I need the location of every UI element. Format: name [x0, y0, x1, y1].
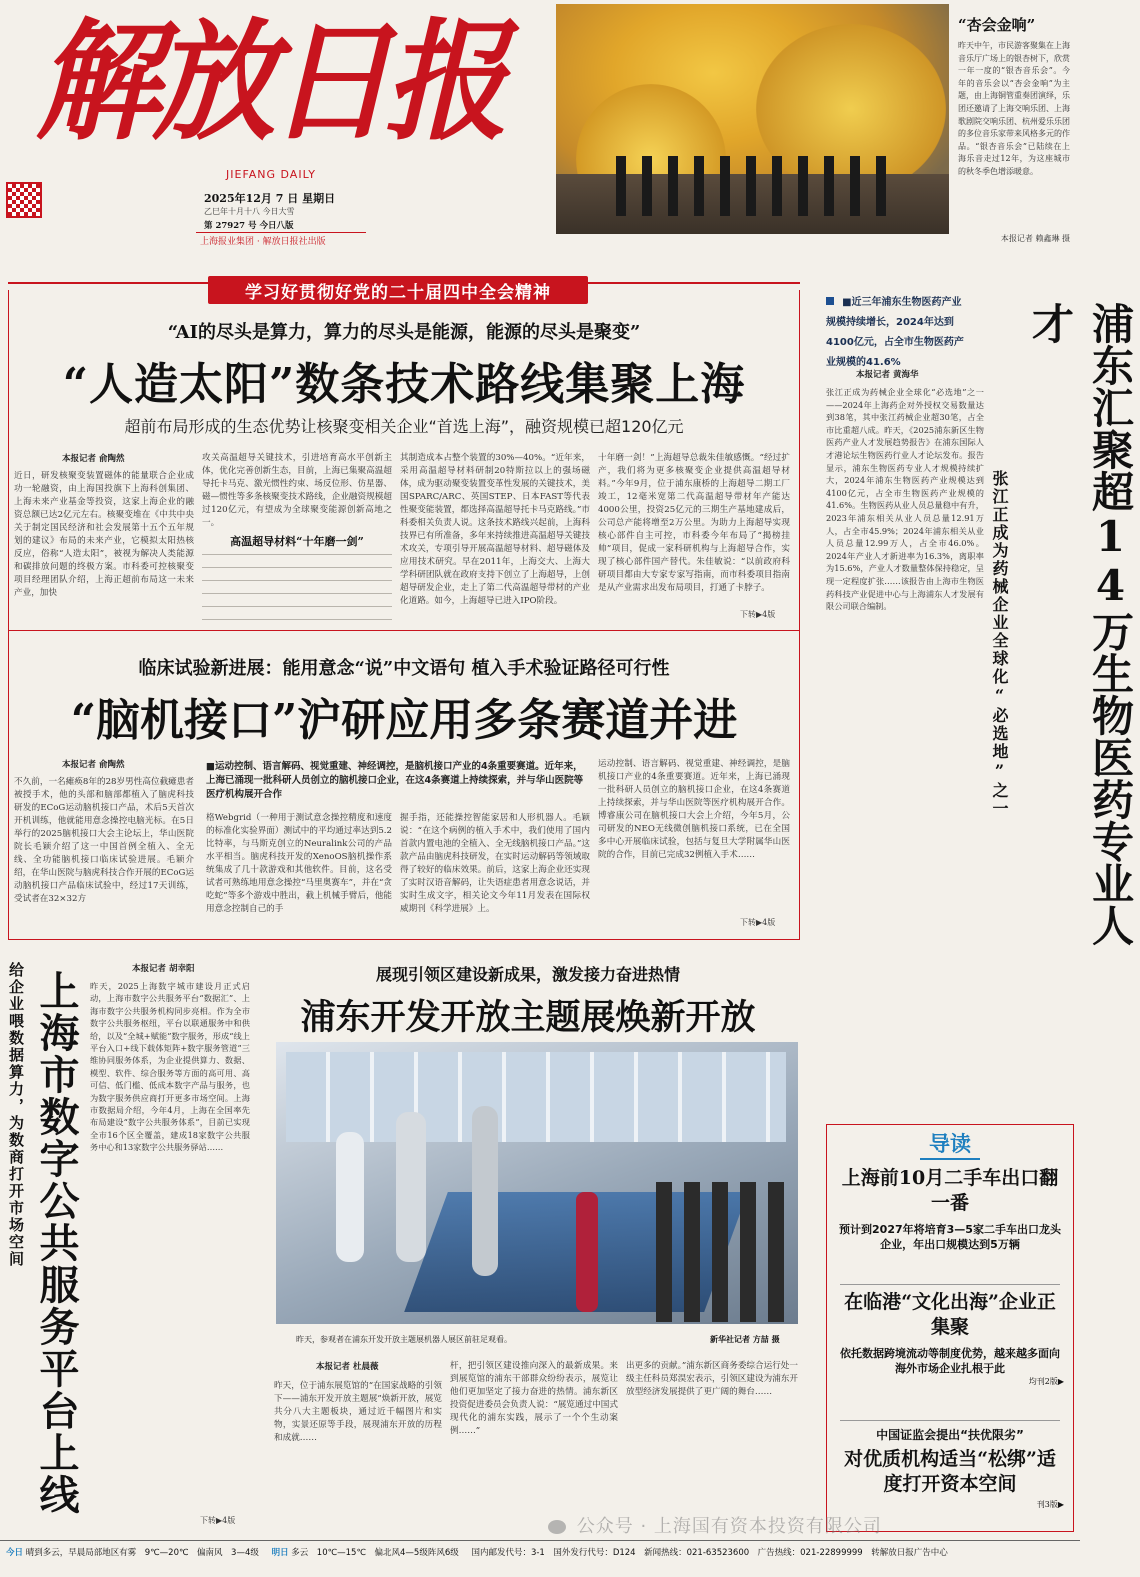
story4-col2: 杆，把引领区建设推向深入的最新成果。来到展览馆的浦东干部群众纷纷表示，展览让他们更加坚定了接力奋进的热情。浦东新区投资促进委员会负责人说：“展览通过中国式现代化的浦东实践，展示了一个个生动案例……” [450, 1361, 618, 1436]
story2-summary: ■运动控制、语言解码、视觉重建、神经调控，是脑机接口产业的4条重要赛道。近年来，上海已涌现一批科研人员创立的脑机接口企业，在这4条赛道上持续探索，并与华山医院等医疗机构展开合作 [206, 761, 584, 800]
story5-body: 张江正成为药械企业全球化“必选地”之一——2024年上海药企对外授权交易数量达到38笔，其中张江药械企业超30笔，占全市比重超八成。昨天，《2025浦东新区生物医药产业人才发展趋势报告》在浦东国际人才港论坛生物医药行业人才论坛发布。报告显示，浦东生物医药专业人才规模持续扩大，2024年浦东生物医药产业规模达到4100亿元，占全市生物医药产业规模的41.6%。生物医药从业人员总量稳中有升，2023年浦东相关从业人员总量12.91万人，占全市45.9%；2024年浦东相关从业人员总量12.99万人，占全市46.0%。2024年产业人才新进率为16.3%，离职率为15.6%，产业人才数量整体保持稳定，呈现一定程度扩张……该报告由上海市生物医药科技产业促进中心与上海浦东人才发展有限公司联合编制。 [826, 387, 984, 612]
story5-summary [826, 290, 966, 370]
top-photo-caption: 昨天中午，市民游客聚集在上海音乐厅广场上的银杏树下，欣赏一年一度的“银杏音乐会”。今年的音乐会以“杏会金响”为主题，由上海铜管重奏团演绎，乐团还邀请了上海交响乐团、上海歌剧院交响乐团、杭州爱乐乐团的多位音乐家带来风格多元的作品。“银杏音乐会”已陆续在上海乐音走过12年，为这座城市的秋冬季色增添暖意。 [958, 41, 1070, 176]
masthead-title: 解放日报 [36, 6, 501, 159]
guide-item-1-headline: 上海前10月二手车出口翻一番 [841, 1167, 1059, 1214]
story1-headline: “人造太阳”数条技术路线集聚上海 [62, 359, 746, 410]
story2-col3: 握手指，还能操控智能家居和人形机器人。毛颖说：“在这个病例的植入手术中，我们使用了国内首款内置电池的全植入、全无线脑机接口产品。”这款产品由脑虎科技研发，在实时运动解码等领域取得了较好的临床效果。前后，这家上海企业还实现了实时汉语音解码，让失语症患者用意念说话，并实时生成文字，相关论文今年11月发表在国际权威期刊《科学进展》上。 [400, 813, 590, 914]
guide-item-2-jump: 均刊2版▶ [1028, 1377, 1064, 1386]
footer-tomorrow-label: 明日 [271, 1548, 289, 1558]
story2-jump: 下转▶4版 [740, 918, 776, 927]
story3-deck: 给企业喂数据算力，为数商打开市场空间 [7, 962, 25, 1268]
guide-item-2-headline: 在临港“文化出海”企业正集聚 [844, 1291, 1056, 1338]
story3-jump: 下转▶4版 [200, 1516, 236, 1525]
guide-item-3-kicker: 中国证监会提出“扶优限劣” [876, 1428, 1024, 1442]
guide-item-1[interactable] [836, 1166, 1064, 1252]
story2-col4: 运动控制、语言解码、视觉重建、神经调控，是脑机接口产业的4条重要赛道。近年来，上海已涌现一批科研人员创立的脑机接口企业，在这4条赛道上持续探索，并与华山医院等医疗机构展开合作。博睿康公司在脑机接口大会上介绍，今年5月，公司研发的NEO无线微创脑机接口系统，已在全国多中心开展临床试验，包括与复旦大学附属华山医院的合作，目前已完成32例植入手术…… [598, 759, 790, 860]
story1-jump: 下转▶4版 [740, 610, 776, 619]
top-photo [556, 4, 949, 234]
banner-text: 学习好贯彻好党的二十届四中全会精神 [245, 282, 551, 303]
masthead-subtitle: JIEFANG DAILY [226, 168, 316, 181]
story2-byline: 本报记者 俞陶然 [62, 760, 125, 770]
story3-byline: 本报记者 胡幸阳 [132, 964, 195, 974]
story4-col1: 昨天，位于浦东展览馆的“在国家战略的引领下——浦东开发开放主题展”焕新开放，展览共分八大主题板块，通过近千幅图片和实物，实景还原等手段，展现浦东开放的历程和成就…… [274, 1381, 442, 1443]
footer-tomorrow-weather: 多云 10℃—15℃ 偏北风4—5级阵风6级 [291, 1548, 459, 1558]
story1-kicker: “AI的尽头是算力，算力的尽头是能源，能源的尽头是聚变” [167, 322, 641, 343]
story5-deck: 张江正成为药械企业全球化“必选地”之一 [990, 470, 1009, 818]
top-photo-credit: 本报记者 赖鑫琳 摄 [1000, 234, 1070, 243]
story2-col1: 不久前，一名瘫痪8年的28岁男性高位截瘫患者被授手术，他的头部和脑部都植入了脑虎科技研发的ECoG运动脑机接口产品，术后5天首次开机训练，他就能用意念操控电脑光标。在5日举行的2025脑机接口大会主论坛上，华山医院院长毛颖介绍了这一中国首例全植入、全无线、全功能脑机接口临床试验进展。毛颖介绍，在华山医院与脑虎科技合作开展的ECoG运动脑机接口产品临床试验中，经过17天训练，受试者在32×32方 [14, 777, 194, 904]
guide-item-2[interactable] [836, 1290, 1064, 1387]
story3-headline: 上海市数字公共服务平台上线 [33, 970, 80, 1516]
footer-today-weather: 晴到多云，早晨局部地区有雾 9℃—20℃ 偏南风 3—4级 [25, 1548, 259, 1558]
story4-kicker: 展现引领区建设新成果，激发接力奋进热情 [375, 965, 680, 984]
story2-headline: “脑机接口”沪研应用多条赛道并进 [70, 695, 738, 746]
guide-title: 导读 [929, 1131, 971, 1156]
story4-photo [276, 1042, 798, 1324]
story1-col3: 其制造成本占整个装置的30%—40%。“近年来，采用高温超导材料研制20特斯拉以上的强场磁体，成为驱动聚变装置变革性发展的关键技术，美国SPARC/ARC、英国STEP、日本FAST等代表性聚变能装置，都选择高温超导托卡马克路线。”市科委相关负责人说。这条技术路线兴起前，上海科技界已有所准备，多年来持续推进高温超导关键技术攻关，专项引导开展高温超导材料、超导磁体及应用技术研究。早在2011年，上海交大、上海大学科研团队就在政府支持下创立了上海超导，上创超导研发企业，走上了第二代高温超导带材的产业化道路。如今，上海超导已进入IPO阶段。 [400, 453, 590, 606]
qr-code-icon [6, 182, 42, 218]
story1-deck: 超前布局形成的生态优势让核聚变相关企业“首选上海”，融资规模已超120亿元 [124, 417, 684, 436]
guide-item-3[interactable] [836, 1426, 1064, 1510]
watermark-text: 公众号 · 上海国有资本投资有限公司 [576, 1516, 882, 1537]
wechat-icon [548, 1520, 566, 1534]
story1-subhead: 高温超导材料“十年磨一剑” [230, 535, 364, 548]
top-photo-headline: “杏会金响” [958, 16, 1036, 34]
story5-headline: 浦东汇聚超14万生物医药专业人才 [1026, 302, 1135, 946]
story4-credit: 新华社记者 方喆 摄 [710, 1334, 780, 1344]
masthead-lunar: 乙巳年十月十八 今日大雪 [204, 207, 295, 216]
footer-today-label: 今日 [6, 1548, 24, 1558]
guide-item-3-jump: 刊3版▶ [1036, 1500, 1064, 1509]
guide-item-2-summary: 依托数据跨境流动等制度优势，越来越多面向海外市场企业扎根于此 [840, 1347, 1060, 1375]
masthead-issue: 第 27927 号 今日八版 [204, 221, 294, 231]
masthead-date: 2025年12月 7 日 星期日 [204, 192, 336, 205]
story1-col2: 攻关高温超导关键技术，引进培育高水平创新主体，优化完善创新生态，目前，上海已集聚高温超导托卡马克、激光惯性约束、场反位形、仿星器、磁—惯性等多条核聚变技术路线，企业融资规模超过120亿元，有望成为全球聚变能源创新高地之一。 [202, 453, 392, 528]
guide-item-3-headline: 对优质机构适当“松绑”适度打开资本空间 [844, 1448, 1056, 1495]
masthead-publisher: 上海报业集团 · 解放日报社出版 [200, 237, 326, 247]
guide-item-1-summary: 预计到2027年将培育3—5家二手车出口龙头企业，年出口规模达到5万辆 [839, 1223, 1061, 1251]
story5-byline: 本报记者 黄海华 [856, 370, 919, 380]
story2-col2: 格Webgrid（一种用于测试意念操控精度和速度的标准化实验界面）测试中的平均通过率达到5.2比特率，与马斯克创立的Neuralink公司的产品水平相当。脑虎科技开发的XenoOS脑机操作系统集成了几十款游戏和其他软件。目前，这名受试者可熟练地用意念操控“马里奥赛车”，并在“贪吃蛇”等多个游戏中胜出，截上机械手臂后，他能用意念控制自己的手 [206, 813, 392, 914]
story5-summary-text: ■近三年浦东生物医药产业规模持续增长，2024年达到4100亿元，占全市生物医药产业规模的41.6% [826, 297, 964, 368]
story3-body: 昨天，2025上海数字城市建设月正式启动，上海市数字公共服务平台“数据汇”、上海市数字公共服务机构同步亮相。作为全市数字公共服务枢纽，平台以联通服务中和供给，以及“全城+赋能”数字服务，形成“线上平台入口+线下载体矩阵+数字服务管道”三维协同服务体系，为企业提供算力、数据、模型、软件、综合服务等方面的高可用、高可信、低门槛、低成本数字产品与服务，也为数字服务供应商打开更多市场空间。上海市数据局介绍，今年4月，上海在全国率先布局建设“数字公共服务体系”，目前已实现全市16个区全覆盖，建成18家数字公共服务中心和13家数字公共服务驿站…… [90, 981, 250, 1153]
masthead [0, 0, 550, 250]
story1-col4: 十年磨一剑！”上海超导总裁朱佳敏感慨。“经过扩产，我们将为更多核聚变企业提供高温超导材料。”今年9月，位于浦东康桥的上海超导二期工厂竣工，12毫米宽第二代高温超导带材年产能达4000公里，投资25亿元的三期生产基地建成后，公司总产能将增至2万公里。为助力上海超导实现核心部件自主可控，市科委今年布局了“揭榜挂帅”项目，促成一家科研机构与上海超导合作，实现了核心部件国产替代。朱佳敏说：“以前政府科研项目都由大专家专家写指南，而市科委项目指南是从产业需求出发布局项目，打通了卡脖子。 [598, 453, 790, 593]
watermark [548, 1512, 882, 1538]
story4-caption: 昨天，参观者在浦东开发开放主题展机器人展区前驻足观看。 [296, 1335, 512, 1344]
bullet-square-icon [826, 297, 834, 305]
story4-col3: 出更多的贡献。”浦东新区商务委综合运行处一级主任科员郑淏宏表示，引领区建设为浦东开放型经济发展提供了更广阔的舞台…… [626, 1361, 798, 1397]
footer [6, 1546, 1076, 1560]
story4-byline: 本报记者 杜晨薇 [316, 1362, 379, 1372]
story1-col1: 近日，研发核聚变装置磁体的能量联合企业成功一轮融资，由上海国投旗下上海科创集团、上海未来产业基金等投资，这家上海企业的融资总额已达2亿元左右。核聚变堆在《中共中央关于制定国民经济和社会发展第十五个五年规划的建议》布局的未来产业，它模拟太阳热核反应，俗称“人造太阳”，被视为解决人类能源和碳排放问题的终极方案。市科委可控核聚变项目经理团队介绍，上海正超前布局这一未来产业，加快 [14, 471, 194, 598]
story1-byline: 本报记者 俞陶然 [62, 454, 125, 464]
story2-kicker: 临床试验新进展：能用意念“说”中文语句 植入手术验证路径可行性 [138, 658, 670, 679]
footer-codes: 国内邮发代号：3-1 国外发行代号：D124 新闻热线：021-63523600 广告热线：021-22899999 转解放日报广告中心 [471, 1548, 948, 1558]
story4-headline: 浦东开发开放主题展焕新开放 [300, 997, 756, 1038]
